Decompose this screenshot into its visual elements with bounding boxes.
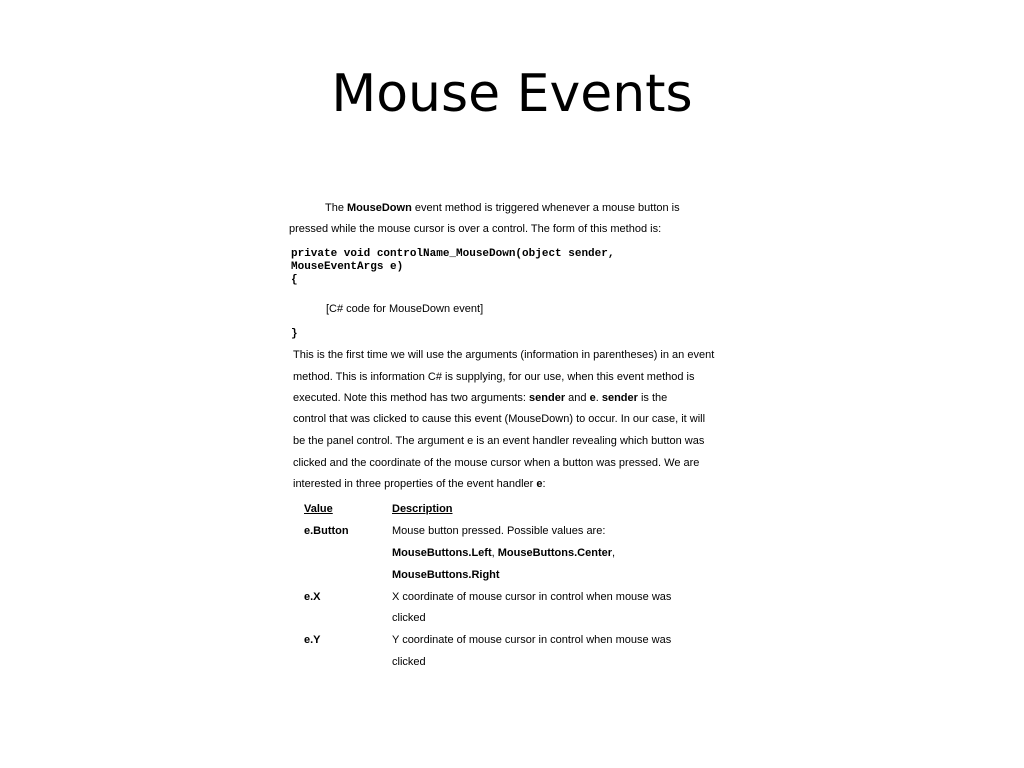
- mousedown-term: MouseDown: [347, 202, 412, 214]
- table-header-description: Description: [392, 503, 453, 515]
- code-body-placeholder: [C# code for MouseDown event]: [326, 303, 484, 315]
- intro-line-2: pressed while the mouse cursor is over a control. The form of this method is:: [289, 223, 662, 235]
- table-row-description: Mouse button pressed. Possible values are:: [392, 525, 606, 537]
- explanation-line-6: clicked and the coordinate of the mouse cursor when a button was pressed. We are: [293, 457, 700, 469]
- table-row-value: e.X: [304, 591, 321, 603]
- table-row-description: MouseButtons.Right: [392, 569, 500, 581]
- code-close-brace: }: [291, 328, 298, 340]
- table-header-value: Value: [304, 503, 333, 515]
- code-line-1: private void controlName_MouseDown(object sender,: [291, 248, 615, 260]
- intro-line-1: The MouseDown event method is triggered whenever a mouse button is: [325, 202, 680, 214]
- explanation-line-5: be the panel control. The argument e is an event handler revealing which button was: [293, 435, 705, 447]
- explanation-line-2: method. This is information C# is supplying, for our use, when this event method is: [293, 371, 695, 383]
- table-row-description: Y coordinate of mouse cursor in control when mouse was: [392, 634, 672, 646]
- code-line-2: MouseEventArgs e): [291, 261, 404, 273]
- explanation-line-3: executed. Note this method has two arguments: sender and e. sender is the: [293, 392, 668, 404]
- table-row-value: e.Button: [304, 525, 349, 537]
- explanation-line-1: This is the first time we will use the arguments (information in parentheses) in an event: [293, 349, 715, 361]
- explanation-line-4: control that was clicked to cause this event (MouseDown) to occur. In our case, it will: [293, 413, 706, 425]
- code-open-brace: {: [291, 274, 298, 286]
- table-row-description: MouseButtons.Left, MouseButtons.Center,: [392, 547, 616, 559]
- table-row-description: X coordinate of mouse cursor in control when mouse was: [392, 591, 672, 603]
- explanation-line-7: interested in three properties of the event handler e:: [293, 478, 546, 490]
- table-row-description: clicked: [392, 656, 426, 668]
- table-row-description: clicked: [392, 612, 426, 624]
- slide-title: Mouse Events: [331, 64, 693, 124]
- table-row-value: e.Y: [304, 634, 321, 646]
